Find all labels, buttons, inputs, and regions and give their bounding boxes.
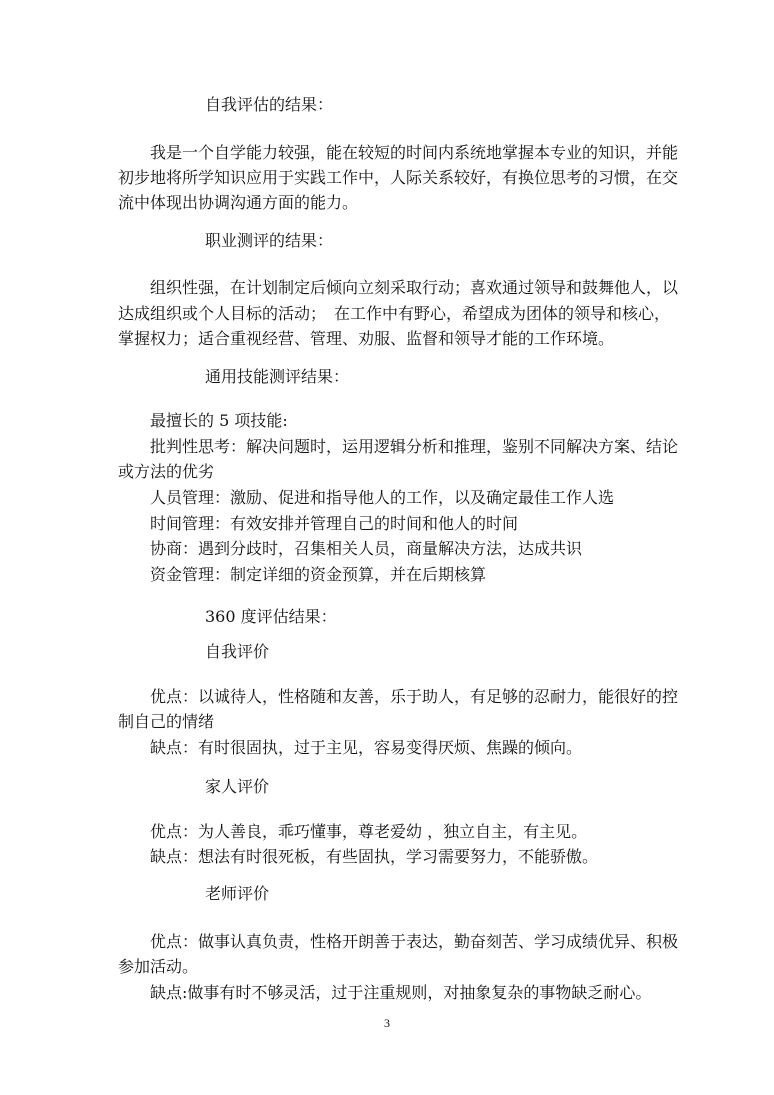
paragraph-line: 达成组织或个人目标的活动； 在工作中有野心，希望成为团体的领导和核心， bbox=[118, 304, 671, 323]
subheading-teacher-evaluation: 老师评价 bbox=[205, 884, 270, 903]
self-evaluation-pros: 优点：以诚待人，性格随和友善，乐于助人，有足够的忍耐力，能很好的控 bbox=[150, 687, 679, 706]
paragraph-line: 我是一个自学能力较强，能在较短的时间内系统地掌握本专业的知识，并能 bbox=[150, 143, 679, 162]
self-evaluation-pros-continued: 制自己的情绪 bbox=[118, 712, 215, 731]
skill-item-critical-thinking-continued: 或方法的优劣 bbox=[118, 462, 215, 481]
family-evaluation-pros: 优点：为人善良，乖巧懂事，尊老爱幼 ，独立自主，有主见。 bbox=[150, 822, 588, 841]
page-number: 3 bbox=[384, 1016, 390, 1030]
skill-item-financial-management: 资金管理：制定详细的资金预算，并在后期核算 bbox=[150, 565, 487, 584]
teacher-evaluation-cons: 缺点:做事有时不够灵活，过于注重规则，对抽象复杂的事物缺乏耐心。 bbox=[150, 983, 652, 1002]
family-evaluation-cons: 缺点：想法有时很死板，有些固执，学习需要努力，不能骄傲。 bbox=[150, 847, 599, 866]
section-heading-career-assessment: 职业测评的结果： bbox=[205, 231, 334, 250]
teacher-evaluation-pros-continued: 参加活动。 bbox=[118, 957, 199, 976]
skill-item-time-management: 时间管理：有效安排并管理自己的时间和他人的时间 bbox=[150, 514, 519, 533]
self-evaluation-cons: 缺点：有时很固执，过于主见，容易变得厌烦、焦躁的倾向。 bbox=[150, 738, 583, 757]
subheading-family-evaluation: 家人评价 bbox=[205, 777, 270, 796]
paragraph-line: 组织性强，在计划制定后倾向立刻采取行动；喜欢通过领导和鼓舞他人，以 bbox=[150, 278, 679, 297]
skill-item-people-management: 人员管理：激励、促进和指导他人的工作，以及确定最佳工作人选 bbox=[150, 488, 615, 507]
skills-intro: 最擅长的 5 项技能: bbox=[150, 411, 288, 430]
skill-item-critical-thinking: 批判性思考：解决问题时，运用逻辑分析和推理，鉴别不同解决方案、结论 bbox=[150, 437, 679, 456]
section-heading-skills-assessment: 通用技能测评结果： bbox=[205, 367, 350, 386]
section-heading-self-assessment: 自我评估的结果： bbox=[205, 95, 334, 114]
paragraph-line: 掌握权力；适合重视经营、管理、劝服、监督和领导才能的工作环境。 bbox=[118, 329, 615, 348]
skill-item-negotiation: 协商：遇到分歧时，召集相关人员，商量解决方法，达成共识 bbox=[150, 539, 583, 558]
teacher-evaluation-pros: 优点：做事认真负责，性格开朗善于表达，勤奋刻苦、学习成绩优异、积极 bbox=[150, 932, 679, 951]
section-heading-360-evaluation: 360 度评估结果： bbox=[205, 607, 337, 626]
paragraph-line: 流中体现出协调沟通方面的能力。 bbox=[118, 193, 359, 212]
paragraph-line: 初步地将所学知识应用于实践工作中，人际关系较好，有换位思考的习惯，在交 bbox=[118, 168, 679, 187]
subheading-self-evaluation: 自我评价 bbox=[205, 642, 270, 661]
